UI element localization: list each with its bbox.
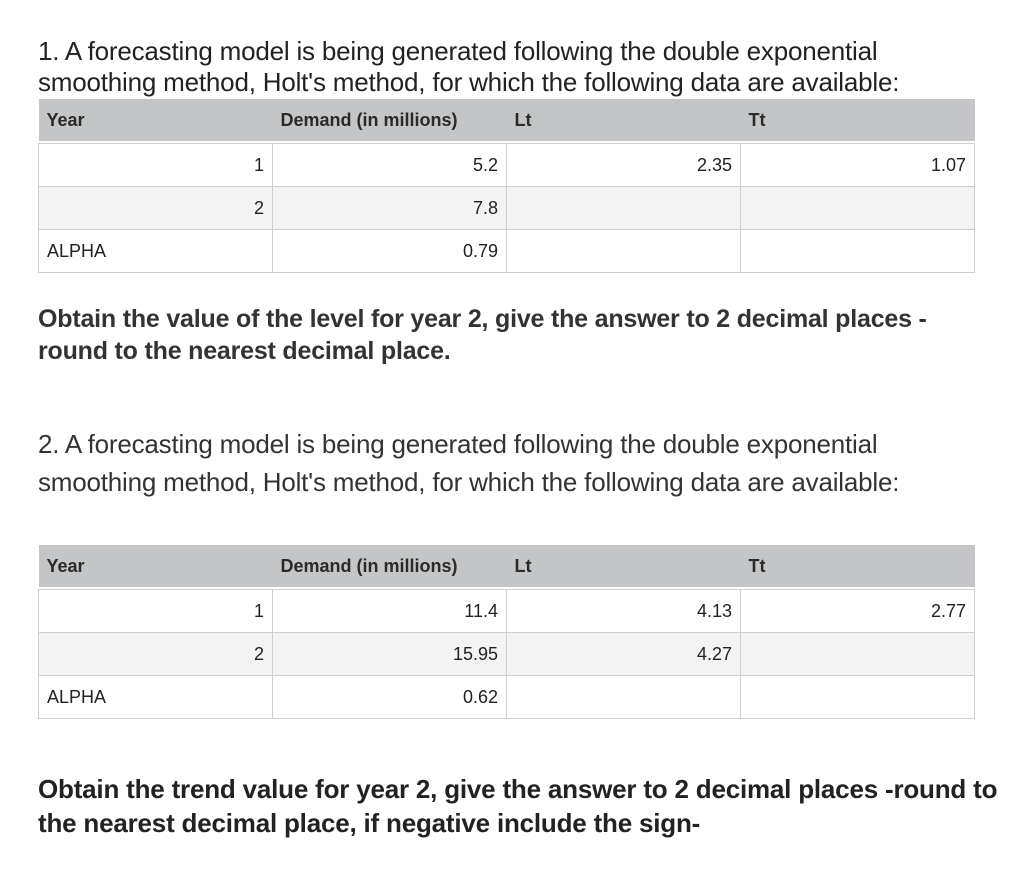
header-tt: Tt xyxy=(741,545,975,587)
table-header-row xyxy=(39,99,975,141)
cell-alpha-label: ALPHA xyxy=(39,676,273,719)
question-1-data-table xyxy=(38,99,975,273)
cell-year: 1 xyxy=(39,144,273,187)
cell-empty xyxy=(507,676,741,719)
cell-alpha-label: ALPHA xyxy=(39,230,273,273)
cell-demand: 11.4 xyxy=(273,590,507,633)
cell-empty xyxy=(741,230,975,273)
table-header-row xyxy=(39,545,975,587)
question-2-instruction: Obtain the trend value for year 2, give the answer to 2 decimal places -round to the nearest decimal place, if negative include the sign- xyxy=(38,774,998,838)
header-demand: Demand (in millions) xyxy=(273,99,507,141)
header-year: Year xyxy=(39,545,273,587)
cell-lt: 4.13 xyxy=(507,590,741,633)
cell-year: 1 xyxy=(39,590,273,633)
header-tt: Tt xyxy=(741,99,975,141)
header-lt: Lt xyxy=(507,545,741,587)
cell-lt: 2.35 xyxy=(507,144,741,187)
cell-lt xyxy=(507,187,741,230)
table-row-alpha xyxy=(39,676,975,719)
cell-tt: 1.07 xyxy=(741,144,975,187)
table-row-year-2 xyxy=(39,633,975,676)
header-demand: Demand (in millions) xyxy=(273,545,507,587)
table-row-alpha xyxy=(39,230,975,273)
cell-alpha-value: 0.79 xyxy=(273,230,507,273)
question-1-intro: 1. A forecasting model is being generated following the double exponential smoothing method, Holt's method, for which the following data are available: xyxy=(38,36,900,97)
header-lt: Lt xyxy=(507,99,741,141)
cell-tt xyxy=(741,633,975,676)
cell-empty xyxy=(507,230,741,273)
question-2-data-table xyxy=(38,545,975,719)
cell-year: 2 xyxy=(39,187,273,230)
cell-year: 2 xyxy=(39,633,273,676)
cell-demand: 5.2 xyxy=(273,144,507,187)
cell-tt: 2.77 xyxy=(741,590,975,633)
cell-demand: 15.95 xyxy=(273,633,507,676)
cell-demand: 7.8 xyxy=(273,187,507,230)
table-row-year-1 xyxy=(39,590,975,633)
cell-tt xyxy=(741,187,975,230)
cell-alpha-value: 0.62 xyxy=(273,676,507,719)
cell-empty xyxy=(741,676,975,719)
question-1-instruction: Obtain the value of the level for year 2, give the answer to 2 decimal places - round to the nearest decimal place. xyxy=(38,305,927,365)
header-year: Year xyxy=(39,99,273,141)
question-2-intro: 2. A forecasting model is being generated following the double exponential smoothing method, Holt's method, for which the following data are available: xyxy=(38,429,900,497)
table-row-year-1 xyxy=(39,144,975,187)
cell-lt: 4.27 xyxy=(507,633,741,676)
table-row-year-2 xyxy=(39,187,975,230)
